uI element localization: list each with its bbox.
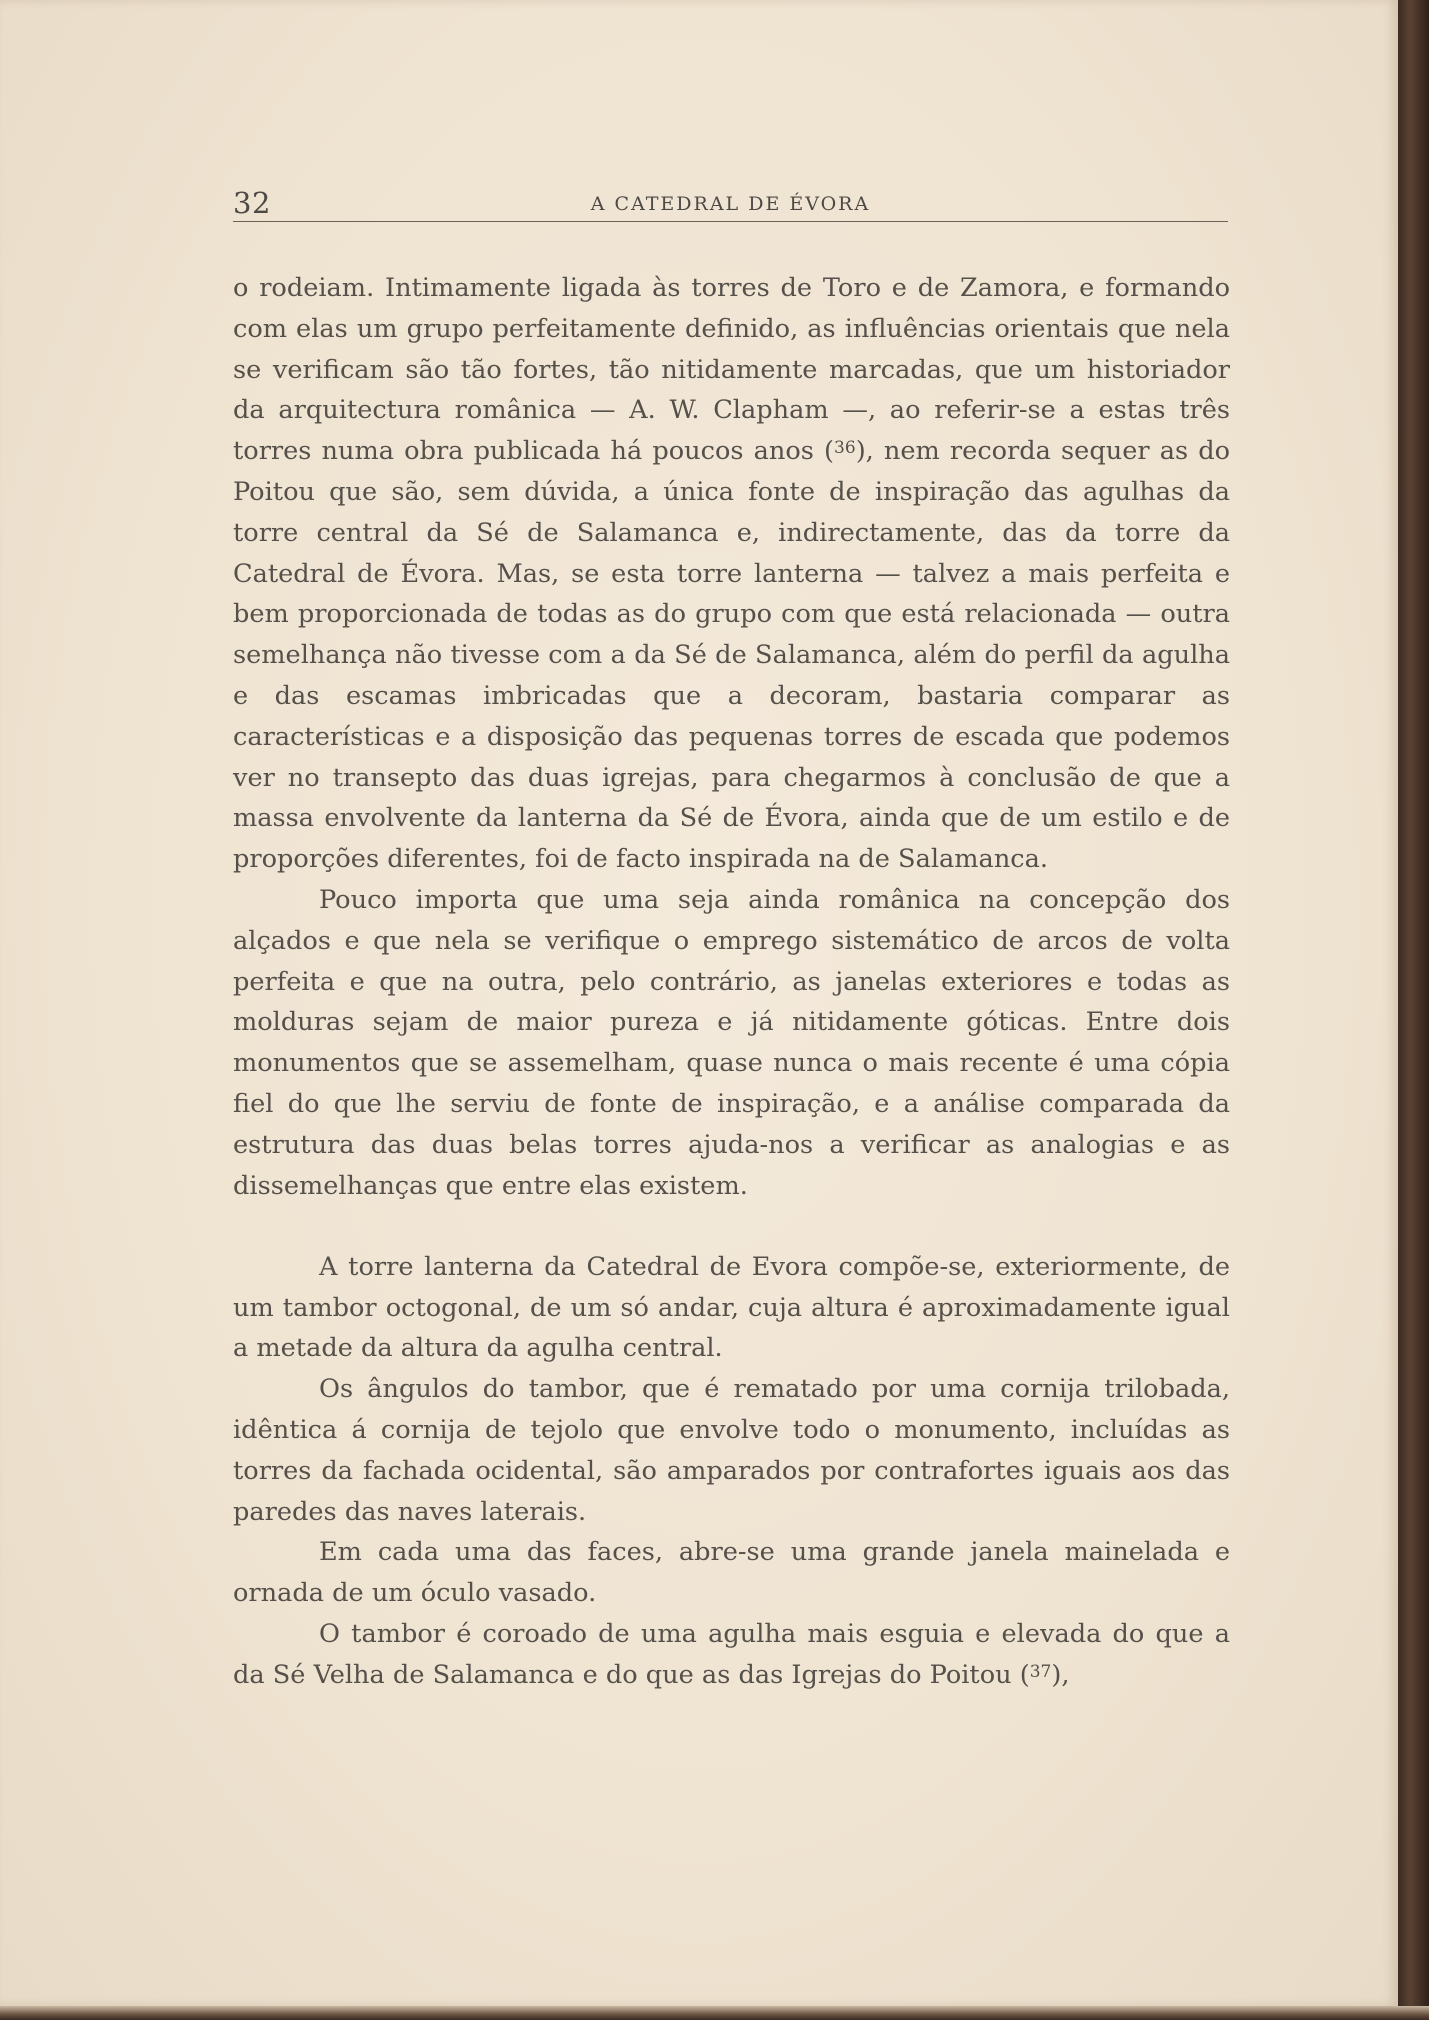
paragraph-text: Em cada uma das faces, abre-se uma grande janela mainelada e ornada de um óculo vasado. <box>233 1537 1230 1609</box>
footnote-reference: 37 <box>1029 1661 1052 1682</box>
paragraph-text: Pouco importa que uma seja ainda românica na concepção dos alçados e que nela se verifique o emprego sistemático de arcos de volta perfeita e que na outra, pelo contrário, as janelas exteriores e todas as molduras sejam de maior pureza e já nitidamente góticas. Entre dois monumentos que se assemelham, quase nunca o mais recente é uma cópia fiel do que lhe serviu de fonte de inspiração, e a análise comparada da estrutura das duas belas torres ajuda-nos a verificar as analogias e as dissemelhanças que entre elas existem. <box>233 884 1230 1201</box>
body-text <box>233 268 1230 1696</box>
paragraph-text: A torre lanterna da Catedral de Evora compõe-se, exteriormente, de um tambor octogonal, de um só andar, cuja altura é aproximadamente igual a metade da altura da agulha central. <box>233 1251 1230 1364</box>
paragraph <box>233 1247 1230 1369</box>
page-bottom-edge <box>0 2006 1429 2020</box>
page-number: 32 <box>233 186 271 220</box>
paragraph <box>233 1532 1230 1614</box>
paragraph <box>233 1369 1230 1532</box>
paragraph-text: o rodeiam. Intimamente ligada às torres de Toro e de Zamora, e formando com elas um grupo perfeitamente definido, as influências orientais que nela se verificam são tão fortes, tão nitidamente marcadas, que um historiador da arquitectura românica — A. W. Clapham —, ao referir-se a estas três torres numa obra publicada há poucos anos ( <box>233 273 1230 467</box>
footnote-reference: 36 <box>834 438 856 459</box>
paragraph-text: ), nem recorda sequer as do Poitou que são, sem dúvida, a única fonte de inspiração das agulhas da torre central da Sé de Salamanca e, indirectamente, das da torre da Catedral de Évora. Mas, se esta torre lanterna — talvez a mais perfeita e bem proporcionada de todas as do grupo com que está relacionada — outra semelhança não tivesse com a da Sé de Salamanca, além do perfil da agulha e das escamas imbricadas que a decoram, bastaria comparar as características e a disposição das pequenas torres de escada que podemos ver no transepto das duas igrejas, para chegarmos à conclusão de que a massa envolvente da lanterna da Sé de Évora, ainda que de um estilo e de proporções diferentes, foi de facto inspirada na de Salamanca. <box>233 436 1230 875</box>
paragraph-text: ), <box>1051 1659 1070 1690</box>
book-spine-edge <box>1398 0 1429 2020</box>
page-header <box>233 185 1228 222</box>
paragraph <box>233 880 1230 1206</box>
paragraph-text: Os ângulos do tambor, que é rematado por uma cornija trilobada, idêntica á cornija de tejolo que envolve todo o monumento, incluídas as torres da fachada ocidental, são amparados por contrafortes iguais aos das paredes das naves laterais. <box>233 1374 1230 1527</box>
paragraph <box>233 268 1230 880</box>
paragraph-text: O tambor é coroado de uma agulha mais esguia e elevada do que a da Sé Velha de Salamanca e do que as das Igrejas do Poitou ( <box>233 1619 1230 1690</box>
paragraph <box>233 1614 1230 1696</box>
running-title: A CATEDRAL DE ÉVORA <box>590 193 871 215</box>
